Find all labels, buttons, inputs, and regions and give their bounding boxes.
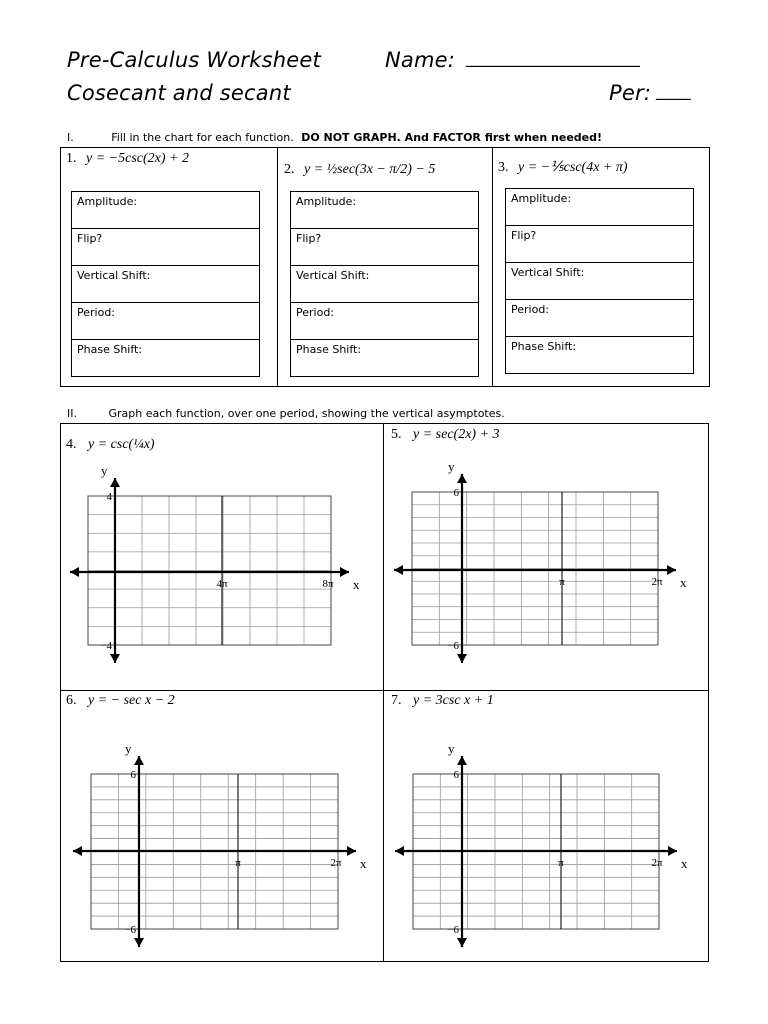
x-max-tick-label: 8π — [322, 578, 334, 590]
y-axis-label: y — [101, 463, 108, 478]
y-axis-label: y — [448, 459, 455, 474]
chart-row[interactable] — [291, 266, 478, 303]
problem-number: 5. — [391, 427, 402, 442]
problem-2-chart — [290, 191, 479, 377]
problem-number: 2. — [284, 162, 295, 177]
field-label: Vertical Shift: — [77, 269, 151, 282]
equation-text: y = csc(¼x) — [88, 437, 155, 452]
y-max-tick-label: 6 — [453, 769, 459, 781]
field-label: Flip? — [296, 232, 322, 245]
section1-emphasis: DO NOT GRAPH. And FACTOR first when needed! — [301, 131, 603, 144]
equation-text: y = 3csc x + 1 — [413, 693, 494, 708]
problem-3-chart — [505, 188, 694, 374]
field-label: Amplitude: — [77, 195, 138, 208]
worksheet-subtitle: Cosecant and secant — [67, 81, 291, 105]
problem-4-equation — [66, 437, 155, 453]
chart-row[interactable] — [291, 229, 478, 266]
y-min-tick-label: −6 — [447, 924, 459, 936]
problem-1-equation — [66, 151, 189, 167]
equation-text: y = ½sec(3x − π/2) − 5 — [304, 162, 436, 177]
chart-row[interactable] — [72, 229, 259, 266]
chart-row[interactable] — [72, 303, 259, 340]
field-label: Period: — [77, 306, 116, 319]
problem-number: 4. — [66, 437, 77, 452]
chart-row[interactable] — [291, 303, 478, 340]
y-axis-label: y — [125, 741, 132, 756]
field-label: Flip? — [77, 232, 103, 245]
chart-row[interactable] — [506, 337, 693, 373]
problem-7-equation — [391, 693, 494, 709]
equation-text: y = − sec x − 2 — [88, 693, 175, 708]
y-min-tick-label: −6 — [447, 640, 459, 652]
field-label: Amplitude: — [511, 192, 572, 205]
section2-numeral: II. — [67, 407, 77, 420]
x-axis-label: x — [360, 856, 367, 871]
x-axis-label: x — [680, 575, 687, 590]
panel-divider — [277, 147, 278, 386]
chart-row[interactable] — [506, 226, 693, 263]
x-axis-label: x — [681, 856, 688, 871]
chart-row[interactable] — [72, 340, 259, 376]
panel-divider — [492, 147, 493, 386]
y-max-tick-label: 6 — [453, 487, 459, 499]
y-min-tick-label: −6 — [124, 924, 136, 936]
problem-5-equation — [391, 427, 500, 443]
field-label: Period: — [511, 303, 550, 316]
y-axis-label: y — [448, 741, 455, 756]
chart-row[interactable] — [506, 189, 693, 226]
x-max-tick-label: 2π — [651, 857, 663, 869]
x-mid-tick-label: π — [559, 576, 565, 588]
per-blank[interactable]: ____ — [656, 81, 691, 101]
x-max-tick-label: 2π — [330, 857, 342, 869]
chart-row[interactable] — [291, 192, 478, 229]
problem-number: 7. — [391, 693, 402, 708]
name-blank[interactable]: ____________________ — [466, 48, 640, 68]
chart-row[interactable] — [72, 266, 259, 303]
name-label: Name: — [385, 48, 456, 72]
y-max-tick-label: 6 — [130, 769, 136, 781]
x-mid-tick-label: 4π — [216, 578, 228, 590]
field-label: Flip? — [511, 229, 537, 242]
x-max-tick-label: 2π — [651, 576, 663, 588]
problem-number: 3. — [498, 160, 509, 175]
problem-3-equation — [498, 159, 628, 176]
field-label: Amplitude: — [296, 195, 357, 208]
chart-row[interactable] — [506, 300, 693, 337]
section1-header — [67, 131, 747, 144]
problem-6-equation — [66, 693, 175, 709]
panel-divider — [383, 423, 384, 961]
section2-instruction: Graph each function, over one period, showing the vertical asymptotes. — [108, 407, 505, 420]
section2-header — [67, 407, 747, 420]
y-max-tick-label: 4 — [106, 491, 112, 503]
chart-row[interactable] — [506, 263, 693, 300]
panel-divider — [60, 690, 708, 691]
chart-row[interactable] — [291, 340, 478, 376]
equation-text: y = −5csc(2x) + 2 — [86, 151, 189, 166]
equation-text: y = sec(2x) + 3 — [413, 427, 500, 442]
field-label: Phase Shift: — [511, 340, 577, 353]
chart-row[interactable] — [72, 192, 259, 229]
field-label: Vertical Shift: — [511, 266, 585, 279]
section1-numeral: I. — [67, 131, 74, 144]
y-min-tick-label: −4 — [100, 640, 112, 652]
x-mid-tick-label: π — [558, 857, 564, 869]
x-axis-label: x — [353, 577, 360, 592]
field-label: Period: — [296, 306, 335, 319]
x-mid-tick-label: π — [235, 857, 241, 869]
equation-text: y = −⅕csc(4x + π) — [518, 160, 628, 175]
per-label: Per: — [609, 81, 652, 105]
problem-1-chart — [71, 191, 260, 377]
field-label: Vertical Shift: — [296, 269, 370, 282]
worksheet-title: Pre-Calculus Worksheet — [67, 48, 321, 72]
field-label: Phase Shift: — [77, 343, 143, 356]
problem-number: 6. — [66, 693, 77, 708]
section1-instruction: Fill in the chart for each function. — [111, 131, 294, 144]
problem-number: 1. — [66, 151, 77, 166]
field-label: Phase Shift: — [296, 343, 362, 356]
problem-2-equation — [284, 162, 435, 178]
